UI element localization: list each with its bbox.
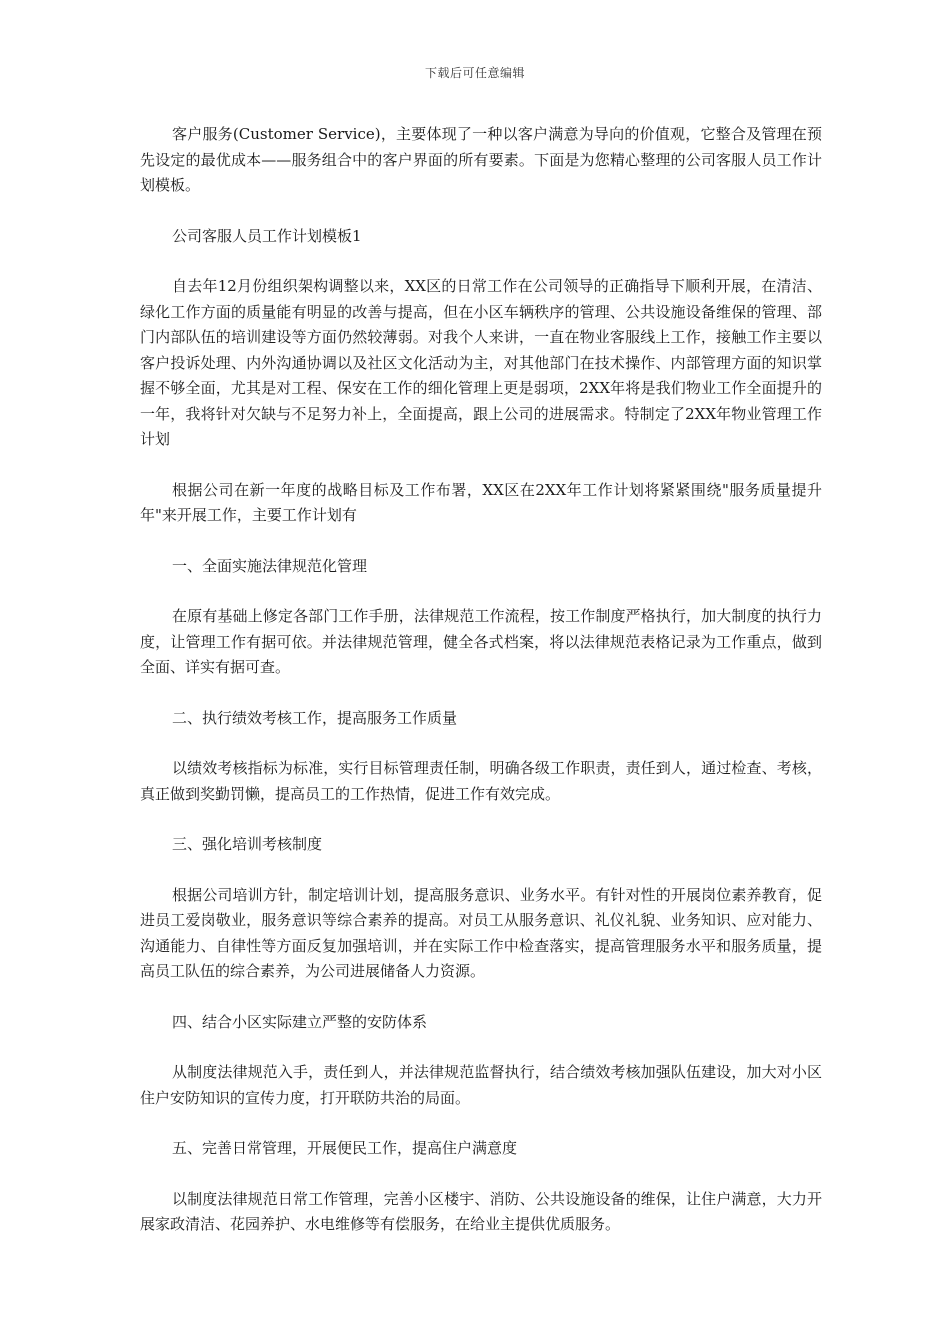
background-paragraph: 自去年12月份组织架构调整以来，XX区的日常工作在公司领导的正确指导下顺利开展，在清洁、绿化工作方面的质量能有明显的改善与提高，但在小区车辆秩序的管理、公共设施设备维保的管理、部门内部队伍的培训建设等方面仍然较薄弱。对我个人来讲，一直在物业客服线上工作，接触工作主要以客户投诉处理、内外沟通协调以及社区文化活动为主，对其他部门在技术操作、内部管理方面的知识掌握不够全面，尤其是对工程、保安在工作的细化管理上更是弱项，2XX年将是我们物业工作全面提升的一年，我将针对欠缺与不足努力补上，全面提高，跟上公司的进展需求。特制定了2XX年物业管理工作计划 [140,277,822,448]
intro-paragraph: 客户服务(Customer Service)，主要体现了一种以客户满意为导向的价值观，它整合及管理在预先设定的最优成本——服务组合中的客户界面的所有要素。下面是为您精心整理的公司客服人员工作计划模板。 [140,125,822,194]
section-body-4: 从制度法律规范入手，责任到人，并法律规范监督执行，结合绩效考核加强队伍建设，加大对小区住户安防知识的宣传力度，打开联防共治的局面。 [140,1063,822,1107]
section-heading-1: 一、全面实施法律规范化管理 [172,556,368,575]
page-header: 下载后可任意编辑 [424,66,525,80]
section-body-1: 在原有基础上修定各部门工作手册，法律规范工作流程，按工作制度严格执行，加大制度的执行力度，让管理工作有据可依。并法律规范管理，健全各式档案，将以法律规范表格记录为工作重点，做到全面、详实有据可查。 [140,607,822,676]
section-heading-2: 二、执行绩效考核工作，提高服务工作质量 [172,708,458,727]
section-heading-5: 五、完善日常管理，开展便民工作，提高住户满意度 [172,1139,518,1157]
section-heading-4: 四、结合小区实际建立严整的安防体系 [172,1012,428,1031]
plan-overview-paragraph: 根据公司在新一年度的战略目标及工作布署，XX区在2XX年工作计划将紧紧围绕"服务质量提升年"来开展工作，主要工作计划有 [140,480,822,524]
template-title: 公司客服人员工作计划模板1 [172,226,362,245]
section-body-3: 根据公司培训方针，制定培训计划，提高服务意识、业务水平。有针对性的开展岗位素养教育，促进员工爱岗敬业，服务意识等综合素养的提高。对员工从服务意识、礼仪礼貌、业务知识、应对能力、沟通能力、自律性等方面反复加强培训，并在实际工作中检查落实，提高管理服务水平和服务质量，提高员工队伍的综合素养，为公司进展储备人力资源。 [140,885,822,980]
section-body-5: 以制度法律规范日常工作管理，完善小区楼宇、消防、公共设施设备的维保，让住户满意，大力开展家政清洁、花园养护、水电维修等有偿服务，在给业主提供优质服务。 [140,1189,822,1233]
section-heading-3: 三、强化培训考核制度 [172,835,323,853]
section-body-2: 以绩效考核指标为标准，实行目标管理责任制，明确各级工作职责，责任到人，通过检查、考核，真正做到奖勤罚懒，提高员工的工作热情，促进工作有效完成。 [140,759,822,803]
document-body [140,122,822,1238]
